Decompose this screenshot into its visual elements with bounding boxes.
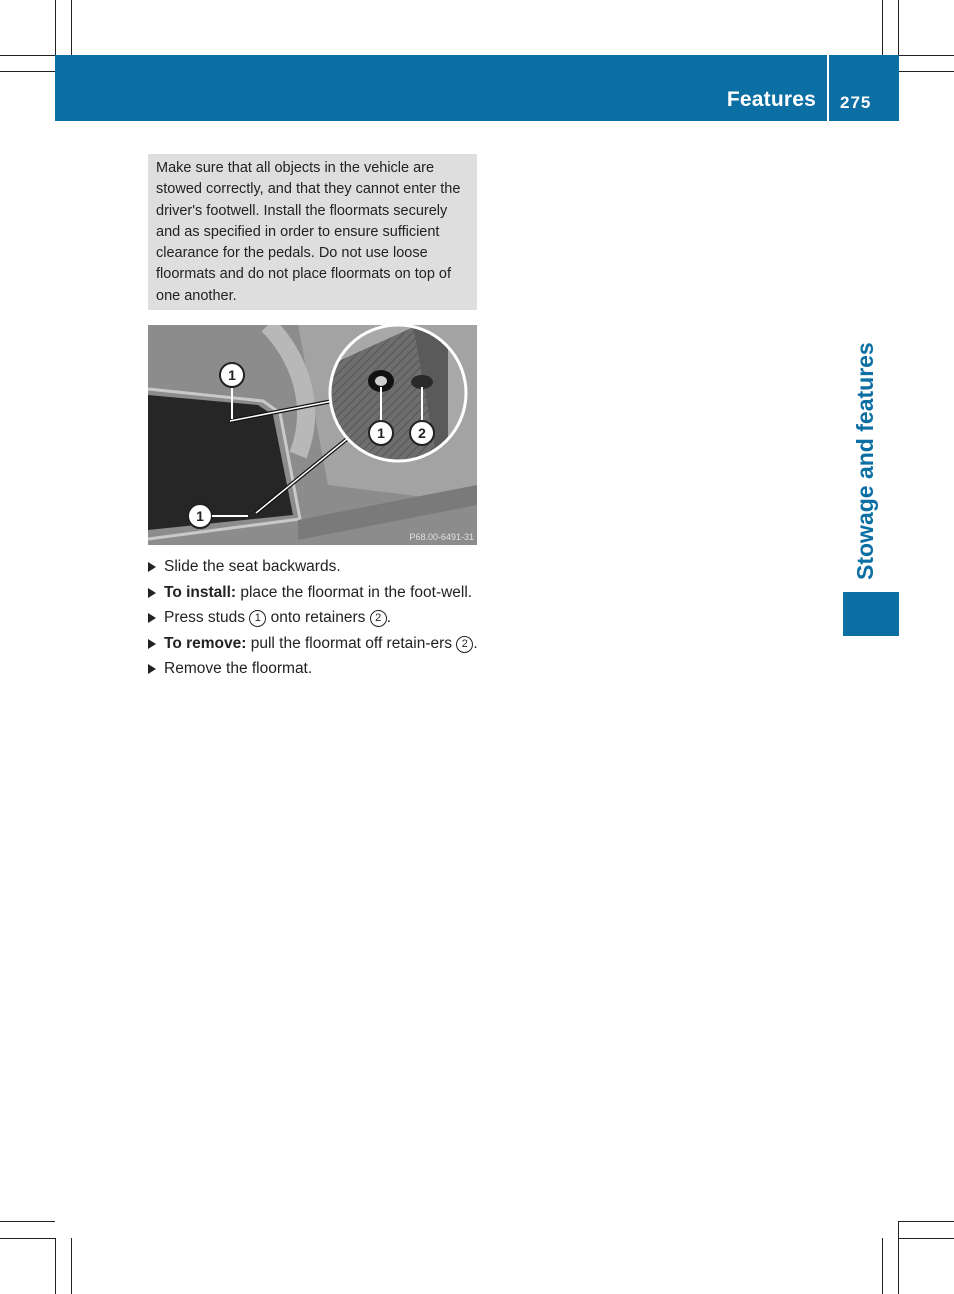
step-text: pull the floormat off retain-ers: [246, 634, 457, 652]
step-arrow-icon: [148, 613, 156, 623]
crop-mark: [71, 0, 72, 55]
floormat-illustration: [148, 325, 477, 545]
warning-box: Make sure that all objects in the vehicle are stowed correctly, and that they cannot enter the driver's footwell. Install the floormats securely and as specified in order to ensure sufficient clearance for the pedals. Do not use loose floormats and do not place floormats on top of one another.: [148, 154, 477, 310]
step-bold-label: To remove:: [164, 634, 247, 652]
header-separator: [827, 55, 829, 121]
section-title: Features: [726, 88, 816, 111]
step-item: [148, 607, 478, 630]
image-code: P68.00-6491-31: [409, 532, 474, 542]
step-text: .: [386, 609, 391, 626]
page-number: 275: [840, 93, 872, 112]
step-text: Press studs: [164, 609, 250, 626]
step-item: [148, 658, 478, 681]
crop-mark: [899, 55, 954, 56]
crop-mark: [55, 0, 56, 55]
step-text: place the floormat in the foot-well.: [236, 583, 473, 601]
crop-mark: [899, 1221, 954, 1222]
callout-ref-1: 1: [249, 610, 266, 627]
step-text: Remove the floormat.: [164, 660, 313, 677]
instruction-steps: [148, 556, 478, 684]
crop-mark: [0, 55, 55, 56]
step-arrow-icon: [148, 562, 156, 572]
step-text: Slide the seat backwards.: [164, 558, 341, 575]
crop-mark: [898, 0, 899, 55]
side-tab-block: [843, 592, 899, 636]
callout-1-label: 1: [196, 508, 204, 524]
step-item: [148, 633, 478, 656]
step-bold-label: To install:: [164, 583, 237, 601]
crop-mark: [0, 1221, 55, 1222]
step-text: .: [473, 634, 478, 652]
step-arrow-icon: [148, 664, 156, 674]
callout-ref-2: 2: [456, 636, 473, 653]
callout-1-label: 1: [228, 367, 236, 383]
crop-mark: [55, 1238, 56, 1294]
crop-mark: [0, 71, 55, 72]
crop-mark: [899, 1238, 954, 1239]
callout-1-label: 1: [377, 425, 385, 441]
step-item: [148, 582, 478, 605]
crop-mark: [898, 1221, 899, 1294]
step-text: onto retainers: [266, 609, 370, 626]
side-tab-label: Stowage and features: [852, 342, 878, 580]
crop-mark: [71, 1238, 72, 1294]
callout-2-label: 2: [418, 425, 426, 441]
step-arrow-icon: [148, 588, 156, 598]
crop-mark: [0, 1238, 55, 1239]
step-item: [148, 556, 478, 579]
step-arrow-icon: [148, 639, 156, 649]
crop-mark: [882, 1238, 883, 1294]
crop-mark: [899, 71, 954, 72]
floormat-shape: [148, 395, 293, 530]
callout-ref-2: 2: [370, 610, 387, 627]
crop-mark: [882, 0, 883, 55]
